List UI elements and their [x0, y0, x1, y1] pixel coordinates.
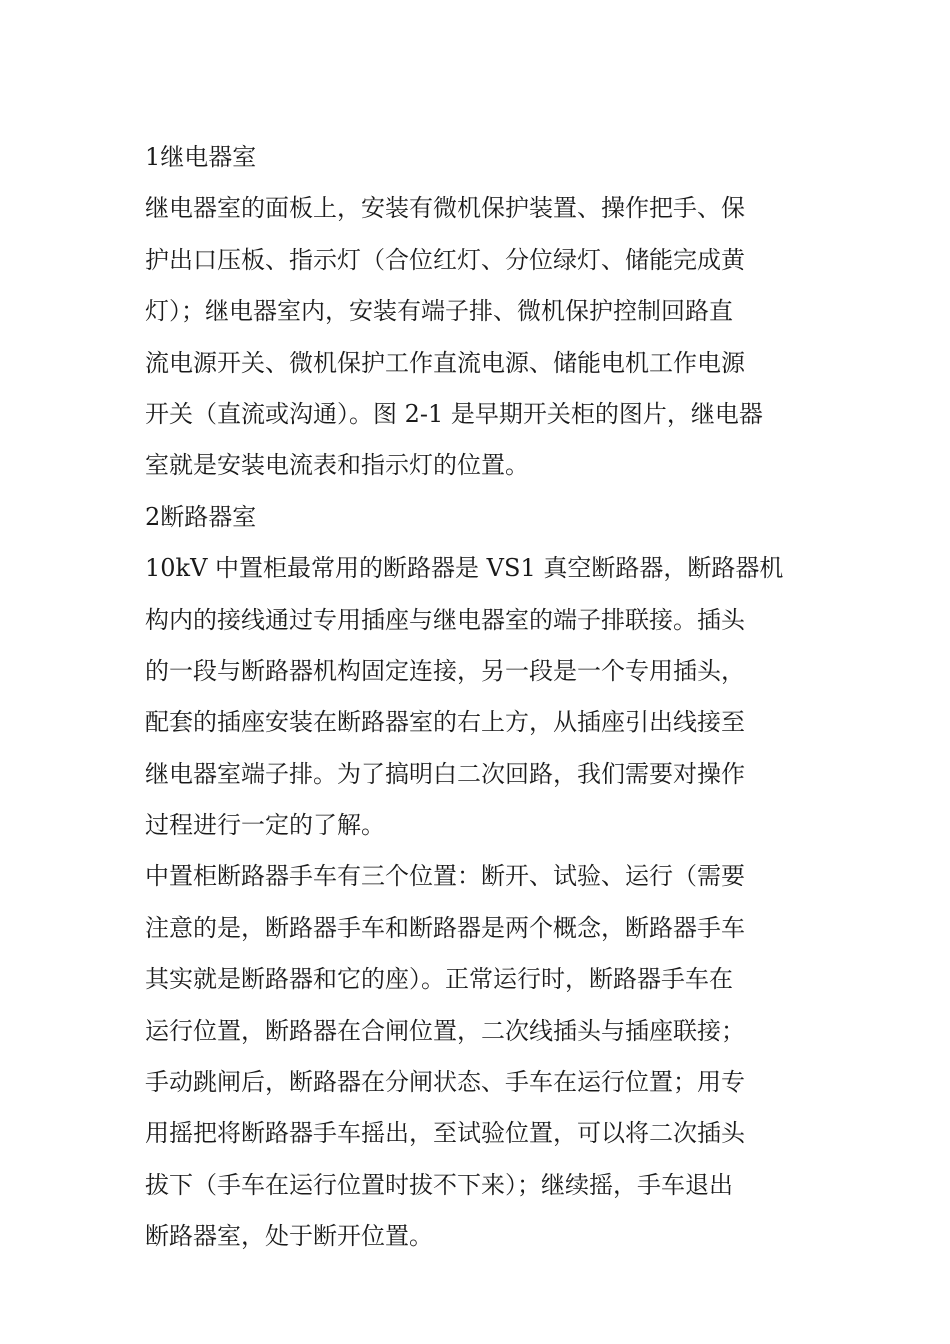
text-line: 手动跳闸后，断路器在分闸状态、手车在运行位置；用专: [145, 1068, 745, 1097]
section-heading-relay-room: 1继电器室: [145, 143, 257, 171]
text-line: 开关（直流或沟通）。图 2-1 是早期开关柜的图片，继电器: [145, 399, 763, 428]
text-line: 构内的接线通过专用插座与继电器室的端子排联接。插头: [145, 605, 745, 634]
text-line: 的一段与断路器机构固定连接，另一段是一个专用插头，: [145, 656, 745, 685]
text-line: 其实就是断路器和它的座）。正常运行时，断路器手车在: [145, 965, 733, 994]
text-line: 过程进行一定的了解。: [145, 811, 385, 840]
text-line: 运行位置，断路器在合闸位置，二次线插头与插座联接；: [145, 1016, 745, 1045]
text-line: 流电源开关、微机保护工作直流电源、储能电机工作电源: [145, 348, 745, 377]
paragraph-relay-room: [145, 183, 810, 491]
text-line: 10kV 中置柜最常用的断路器是 VS1 真空断路器，断路器机: [145, 554, 784, 583]
text-line: 灯）；继电器室内，安装有端子排、微机保护控制回路直: [145, 297, 733, 326]
section-heading-breaker-room: 2断路器室: [145, 502, 257, 531]
document-body: [145, 132, 810, 1263]
text-line: 继电器室的面板上，安装有微机保护装置、操作把手、保: [145, 194, 745, 223]
text-line: 用摇把将断路器手车摇出，至试验位置，可以将二次插头: [145, 1119, 745, 1148]
paragraph-breaker-wiring: [145, 543, 810, 851]
text-line: 拔下（手车在运行位置时拔不下来）；继续摇，手车退出: [145, 1170, 733, 1199]
text-line: 配套的插座安装在断路器室的右上方，从插座引出线接至: [145, 708, 745, 737]
text-line: 断路器室，处于断开位置。: [145, 1222, 433, 1251]
text-line: 继电器室端子排。为了搞明白二次回路，我们需要对操作: [145, 759, 745, 788]
text-line: 中置柜断路器手车有三个位置：断开、试验、运行（需要: [145, 862, 745, 891]
text-line: 护出口压板、指示灯（合位红灯、分位绿灯、储能完成黄: [145, 245, 745, 274]
text-line: 室就是安装电流表和指示灯的位置。: [145, 451, 529, 480]
paragraph-truck-positions: [145, 851, 810, 1262]
text-line: 注意的是，断路器手车和断路器是两个概念，断路器手车: [145, 913, 745, 942]
